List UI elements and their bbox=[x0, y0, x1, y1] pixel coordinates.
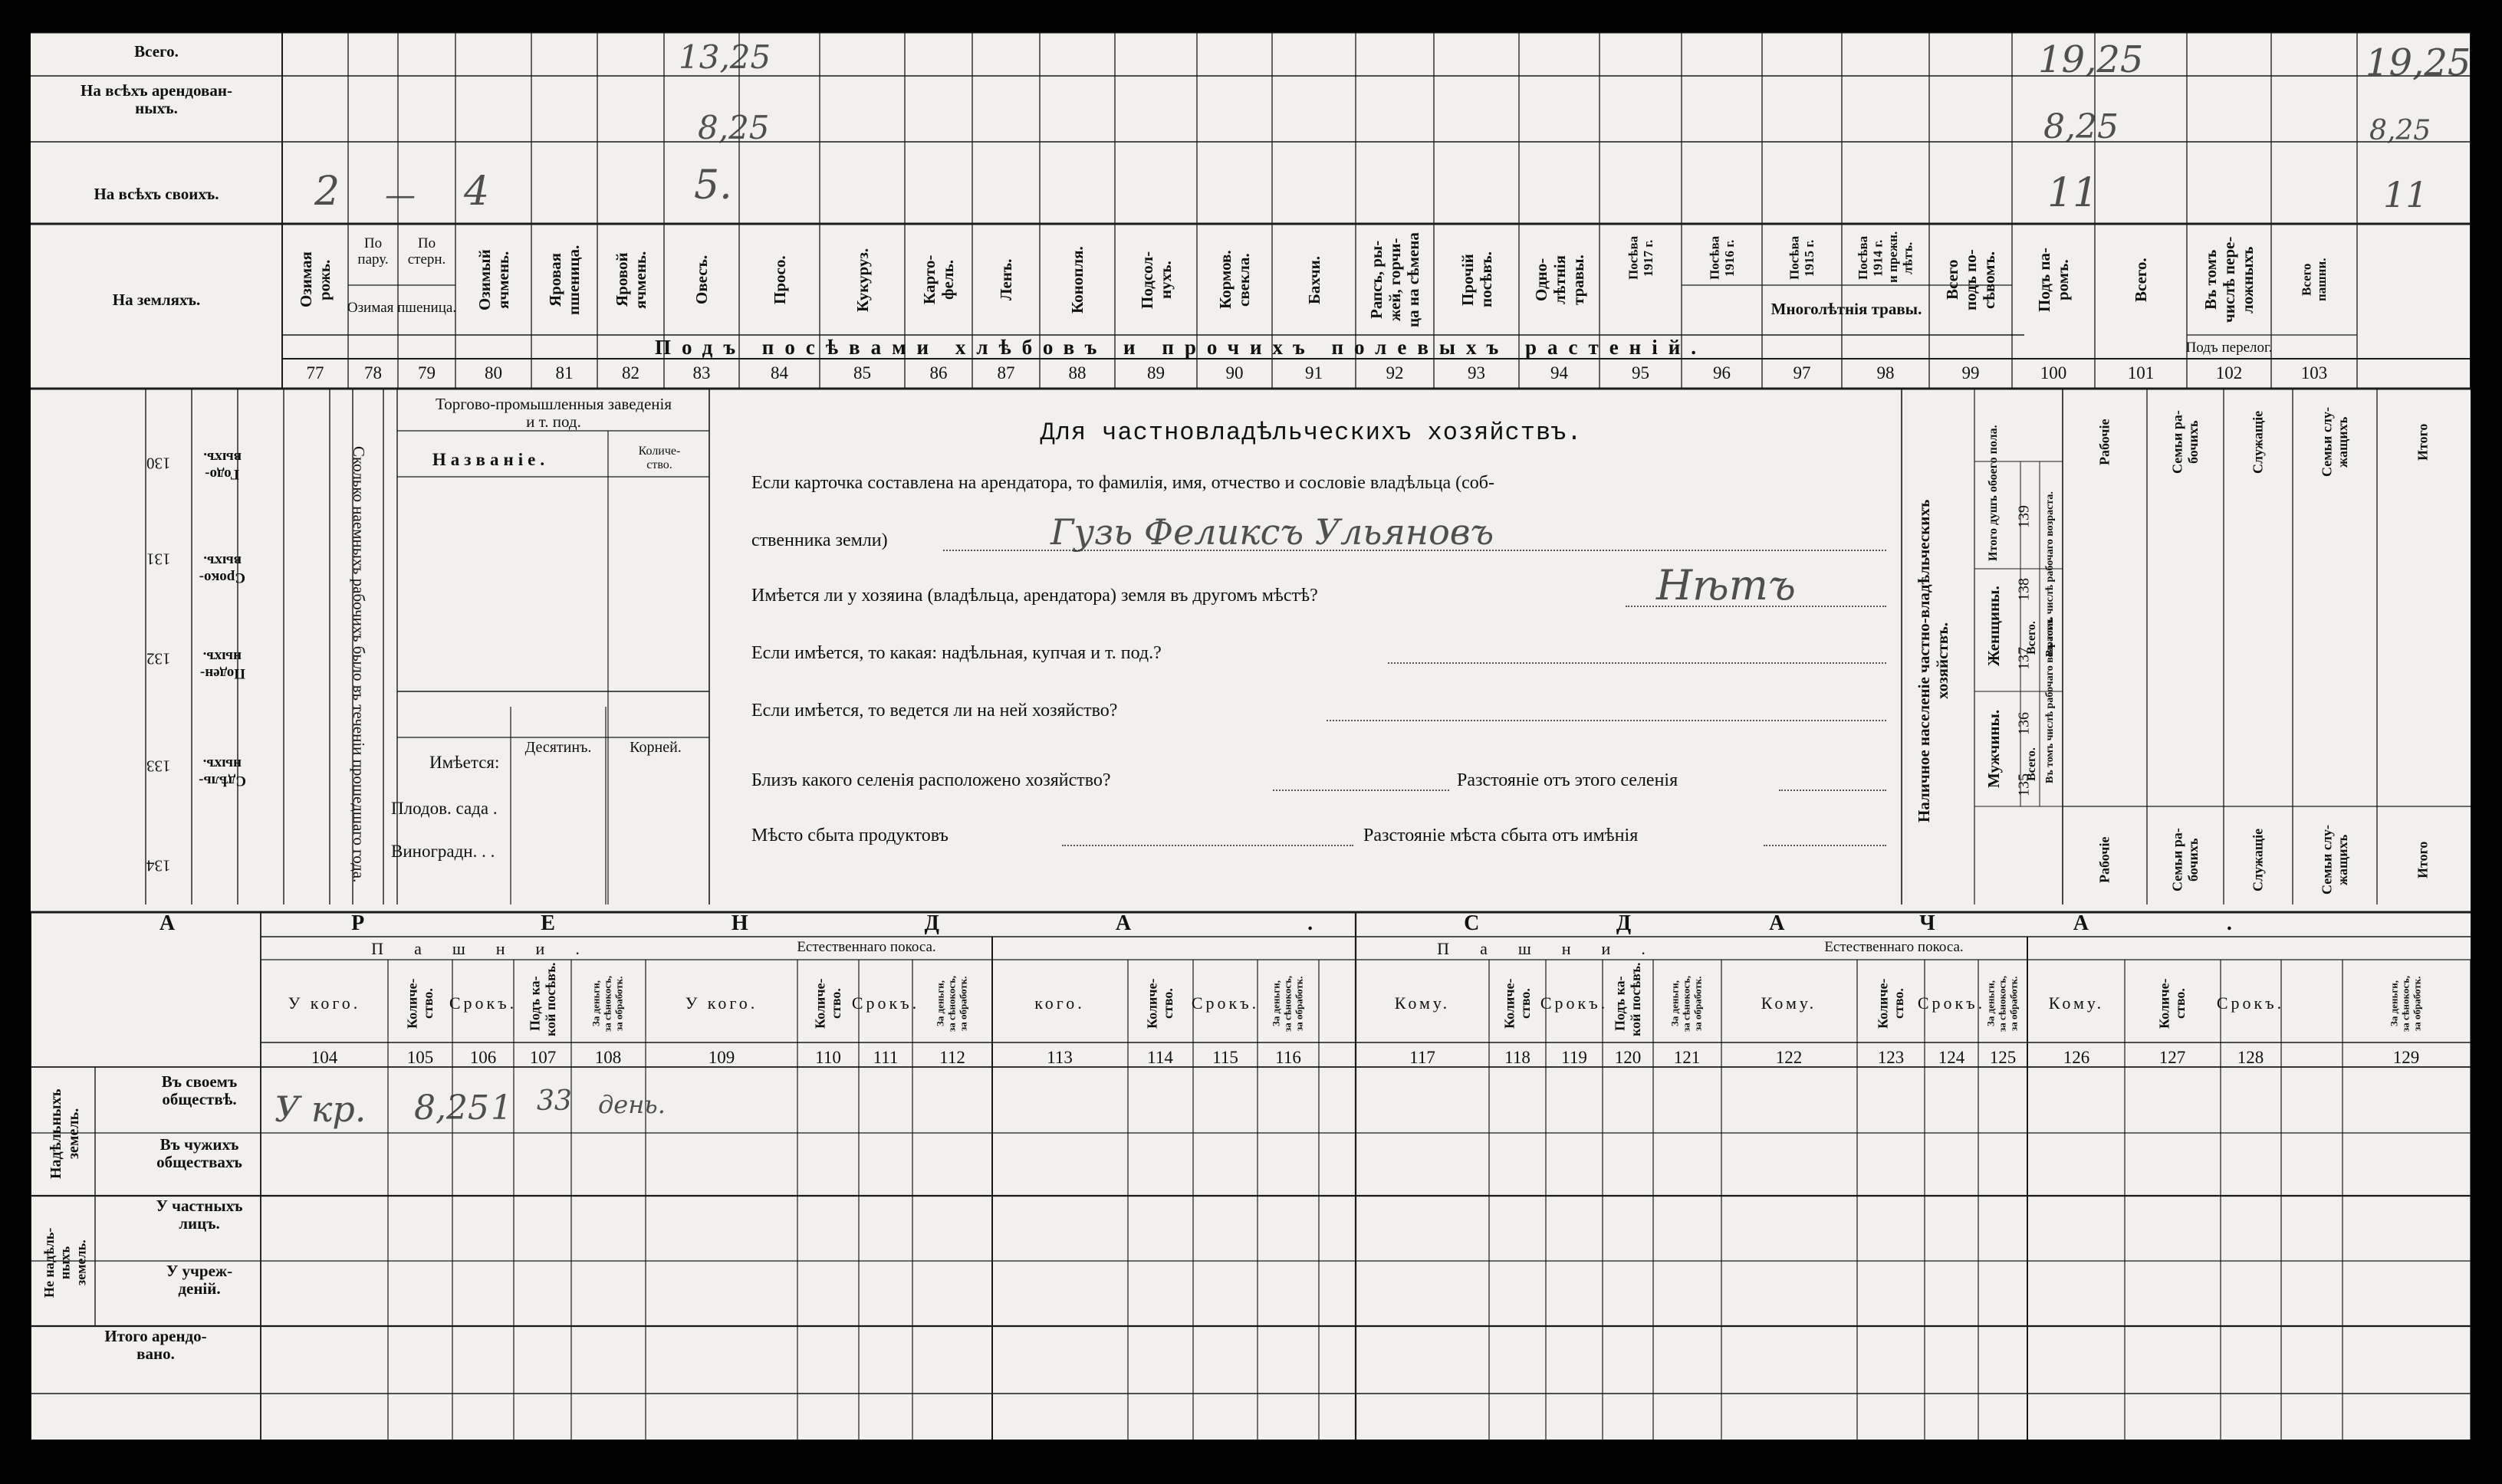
column-number: 112 bbox=[939, 1048, 965, 1067]
present-population-label: Наличное населенiе частно-владѣльческихъ хозяйствъ. bbox=[1915, 499, 1952, 822]
hw-own-99: 11 bbox=[2047, 170, 2099, 216]
column-number: 105 bbox=[406, 1048, 434, 1067]
column-number: 90 bbox=[1225, 363, 1244, 382]
column-number: 98 bbox=[1876, 363, 1895, 382]
orchard-label: Плодов. сада . bbox=[391, 799, 498, 818]
population-col-number: 137 bbox=[2015, 647, 2033, 671]
column-number: 95 bbox=[1632, 363, 1649, 382]
bottom-col-header: За деньги, за сѣнокосъ, за обработк. bbox=[590, 976, 625, 1032]
population-col-number: 139 bbox=[2015, 505, 2033, 529]
fallow-group-label: Подъ перелог. bbox=[2185, 340, 2273, 356]
question: Имѣется ли у хозяина (владѣльца, арендатора) земля въ другомъ мѣстѣ? bbox=[751, 586, 1318, 606]
worker-col-label: Сдѣль- ныхъ. bbox=[199, 756, 246, 789]
right-col-header: Служащiе bbox=[2250, 410, 2266, 474]
women-working: Въ томъ числѣ рабочаго возраста. bbox=[2043, 491, 2056, 657]
bottom-row-label: У частныхъ лицъ. bbox=[156, 1197, 243, 1233]
hw-total-103: 19,25 bbox=[2366, 41, 2471, 84]
column-number: 118 bbox=[1504, 1048, 1530, 1067]
crop-header: Посѣва 1915 г. bbox=[1787, 235, 1816, 281]
column-number: 85 bbox=[853, 363, 871, 382]
column-number: 102 bbox=[2215, 363, 2243, 382]
bottom-col-header: Срокъ. bbox=[1917, 993, 1986, 1013]
women-label: Женщины. bbox=[1984, 586, 2003, 667]
crop-header: Просо. bbox=[770, 255, 789, 304]
answer-line[interactable] bbox=[1764, 845, 1886, 846]
answer-line[interactable] bbox=[1273, 790, 1449, 791]
bottom-col-header: За деньги, за сѣнокосъ, за обработк. bbox=[1669, 976, 1704, 1032]
bottom-col-header: У кого. bbox=[288, 993, 361, 1013]
right-col-footer: Семьи ра- бочихъ bbox=[2169, 828, 2201, 892]
question: Мѣсто сбыта продуктовъ bbox=[751, 826, 949, 845]
column-number: 78 bbox=[364, 363, 382, 382]
perennial-group-label: Многолѣтнiя травы. bbox=[1770, 300, 1922, 318]
crop-header: Всего пашни. bbox=[2299, 258, 2329, 302]
column-number: 128 bbox=[2237, 1048, 2264, 1067]
right-col-header: Итого bbox=[2415, 423, 2431, 461]
korney-header: Корней. bbox=[630, 739, 682, 756]
trade-name-header: Названiе. bbox=[432, 450, 550, 469]
worker-col-label: Годо- выхъ. bbox=[203, 449, 242, 482]
crop-header: По стерн. bbox=[407, 235, 446, 268]
men-all: Всего. bbox=[2024, 747, 2038, 781]
crop-header: Бахчи. bbox=[1304, 255, 1323, 304]
trade-qty-header: Количе- ство. bbox=[638, 445, 681, 471]
column-number: 97 bbox=[1793, 363, 1811, 382]
crop-header: Посѣва 1916 г. bbox=[1706, 235, 1737, 281]
men-label: Мужчины. bbox=[1984, 709, 2003, 789]
column-number: 119 bbox=[1561, 1048, 1587, 1067]
bottom-col-header: Количе- ство. bbox=[2156, 978, 2188, 1029]
column-number: 124 bbox=[1938, 1048, 1965, 1067]
column-number: 87 bbox=[997, 363, 1015, 382]
right-col-footer: Служащiе bbox=[2250, 828, 2266, 892]
bottom-col-header: За деньги, за сѣнокосъ, за обработк. bbox=[1270, 976, 1305, 1032]
nadel-label: Надѣльныхъ земель. bbox=[48, 1088, 82, 1179]
column-number: 77 bbox=[306, 363, 324, 382]
hw-rent-term: 1 bbox=[491, 1088, 512, 1128]
column-number: 84 bbox=[771, 363, 788, 382]
column-number: 121 bbox=[1673, 1048, 1701, 1067]
arenda-banner: АРЕНДА. bbox=[159, 911, 1490, 935]
crop-header: Кормов. свекла. bbox=[1215, 250, 1253, 310]
column-number: 117 bbox=[1409, 1048, 1435, 1067]
column-number: 120 bbox=[1614, 1048, 1642, 1067]
crop-header: Ленъ. bbox=[996, 258, 1015, 301]
crop-header: Посѣва 1914 г. и прежн. лѣтъ. bbox=[1855, 231, 1915, 283]
hw-own-82: 5. bbox=[694, 163, 732, 208]
column-number: 126 bbox=[2063, 1048, 2090, 1067]
bottom-col-header: За деньги, за сѣнокосъ, за обработк. bbox=[934, 976, 969, 1032]
question: Близъ какого селенiя расположено хозяйство? bbox=[751, 770, 1111, 790]
column-number: 82 bbox=[622, 363, 639, 382]
hw-total-82: 13,25 bbox=[679, 38, 771, 76]
worker-col-number: 133 bbox=[146, 757, 171, 776]
population-col-number: 135 bbox=[2015, 773, 2033, 797]
column-number: 116 bbox=[1275, 1048, 1301, 1067]
bottom-row-label: Въ чужихъ обществахъ bbox=[156, 1135, 242, 1172]
bottom-col-header: кого. bbox=[1034, 993, 1085, 1013]
bottom-col-header: Срокъ. bbox=[2216, 993, 2285, 1013]
sdacha-pashni: Пашни. bbox=[1437, 939, 1676, 958]
question: Если имѣется, то какая: надѣльная, купчая и т. под.? bbox=[751, 643, 1162, 663]
bottom-row-label: Итого арендо- вано. bbox=[104, 1327, 207, 1364]
crop-header: Всего. bbox=[2131, 258, 2150, 302]
column-number: 81 bbox=[555, 363, 574, 382]
column-number: 104 bbox=[311, 1048, 338, 1067]
row-label-2: На всѣхъ своихъ. bbox=[94, 185, 219, 203]
answer-line[interactable] bbox=[1388, 662, 1886, 664]
column-number: 100 bbox=[2040, 363, 2067, 382]
population-total: Итого душъ обоего пола. bbox=[1986, 425, 2000, 561]
crop-header: По пару. bbox=[357, 235, 389, 268]
vineyard-label: Виноградн. . . bbox=[391, 842, 495, 861]
column-number: 92 bbox=[1386, 363, 1404, 382]
bottom-col-header: Подъ ка- кой посѣвъ. bbox=[527, 962, 558, 1036]
has-label: Имѣется: bbox=[429, 753, 500, 772]
crop-header: Озимая рожь. bbox=[296, 251, 334, 308]
right-col-footer: Рабочiе bbox=[2096, 836, 2112, 884]
wheat-group-label: Озимая пшеница. bbox=[347, 300, 457, 316]
desyatin-header: Десятинъ. bbox=[524, 739, 592, 756]
sdacha-pokos: Естественнаго покоса. bbox=[1824, 939, 1964, 955]
bottom-col-header: Кому. bbox=[2048, 993, 2105, 1013]
hw-rent-qty: 8,25 bbox=[414, 1088, 489, 1128]
right-col-header: Семьи слу- жащихъ bbox=[2319, 407, 2350, 478]
column-number: 109 bbox=[708, 1048, 735, 1067]
crop-header: Подсол- нухъ. bbox=[1137, 251, 1175, 309]
bottom-row-label: У учреж- денiй. bbox=[166, 1262, 233, 1298]
crop-header: Озимый ячмень. bbox=[475, 249, 512, 310]
column-number: 103 bbox=[2300, 363, 2328, 382]
bottom-col-header: Количе- ство. bbox=[1501, 978, 1533, 1029]
worker-col-number: 132 bbox=[146, 649, 171, 668]
crop-header: Яровой ячмень. bbox=[612, 251, 649, 309]
column-number: 88 bbox=[1068, 363, 1087, 382]
private-title: Для частновладѣльческихъ хозяйствъ. bbox=[1040, 419, 1583, 447]
bottom-col-header: Срокъ. bbox=[851, 993, 920, 1013]
column-number: 89 bbox=[1147, 363, 1165, 382]
hw-rent-size: 33 bbox=[537, 1085, 572, 1117]
answer-line[interactable] bbox=[1779, 790, 1886, 791]
column-number: 91 bbox=[1305, 363, 1323, 382]
column-number: 86 bbox=[929, 363, 948, 382]
right-col-footer: Итого bbox=[2415, 841, 2431, 879]
hw-own-79: 4 bbox=[464, 169, 490, 215]
hw-leased-82: 8,25 bbox=[698, 109, 770, 146]
hw-other-land: Нѣтъ bbox=[1656, 561, 1796, 609]
right-col-header: Семьи ра- бочихъ bbox=[2169, 410, 2201, 474]
column-number: 127 bbox=[2158, 1048, 2186, 1067]
sdacha-banner: СДАЧА. bbox=[1464, 911, 2370, 935]
column-number: 94 bbox=[1550, 363, 1568, 382]
question: Если карточка составлена на арендатора, то фамилiя, имя, отчество и сословiе владѣльца (соб- bbox=[751, 473, 1495, 493]
worker-col-number: 130 bbox=[146, 454, 171, 473]
crop-header: Яровая пшеница. bbox=[545, 245, 583, 315]
population-col-number: 136 bbox=[2015, 712, 2033, 736]
men-working: Въ томъ числѣ рабочаго возраста. bbox=[2043, 618, 2056, 783]
column-number: 79 bbox=[418, 363, 436, 382]
hired-workers-label: Сколько наемныхъ рабочихъ было въ теченiи прошедшаго года. bbox=[350, 446, 368, 883]
bottom-col-header: Кому. bbox=[1394, 993, 1451, 1013]
column-number: 99 bbox=[1961, 363, 1980, 382]
arenda-pashni: Пашни. bbox=[371, 939, 610, 958]
crop-header: Карто- фель. bbox=[919, 254, 957, 305]
question: Разстоянiе отъ этого селенiя bbox=[1457, 770, 1678, 790]
hw-rent-pay: день. bbox=[598, 1090, 666, 1119]
bottom-col-header: За деньги, за сѣнокосъ, за обработк. bbox=[1984, 976, 2020, 1032]
column-number: 123 bbox=[1877, 1048, 1905, 1067]
bottom-col-header: Количе- ство. bbox=[1875, 978, 1906, 1029]
crop-header: Въ томъ числѣ пере- ложныхъ bbox=[2201, 236, 2257, 323]
crop-header: Одно- лѣтнiя травы. bbox=[1531, 254, 1587, 305]
nenadel-label: Не надѣль- ныхъ земель. bbox=[41, 1227, 89, 1298]
population-col-number: 138 bbox=[2015, 578, 2033, 602]
bottom-row-label: Въ своемъ обществѣ. bbox=[161, 1072, 238, 1109]
hw-leased-103: 8,25 bbox=[2369, 115, 2431, 146]
hw-rent-who: У кр. bbox=[275, 1088, 367, 1130]
crops-banner: Подъ посѣвами хлѣбовъ и прочихъ полевыхъ растенiй. bbox=[654, 336, 1708, 359]
row-label-1: На всѣхъ арендован- ныхъ. bbox=[81, 81, 232, 118]
crop-header: Конопля. bbox=[1067, 246, 1087, 314]
question: ственника земли) bbox=[751, 530, 888, 550]
crop-header: Подъ па- ромъ. bbox=[2034, 248, 2072, 312]
answer-line[interactable] bbox=[1062, 845, 1353, 846]
crop-header: Прочiй посѣвъ. bbox=[1458, 251, 1495, 308]
crop-header: Рапсъ, ры- жей, горчи- ца на сѣмена bbox=[1366, 232, 1423, 327]
crop-header: Всего подъ по- сѣвомъ. bbox=[1942, 249, 1999, 310]
column-number: 93 bbox=[1468, 363, 1485, 382]
bottom-col-header: У кого. bbox=[685, 993, 758, 1013]
trade-title: Торгово-промышленныя заведенiя и т. под. bbox=[436, 395, 672, 432]
crop-header: Кукуруз. bbox=[853, 248, 872, 312]
hw-own-103: 11 bbox=[2383, 174, 2428, 215]
crop-header: Посѣва 1917 г. bbox=[1625, 235, 1655, 281]
bottom-col-header: Срокъ. bbox=[1191, 993, 1260, 1013]
hw-leased-99: 8,25 bbox=[2043, 107, 2119, 146]
column-number: 83 bbox=[692, 363, 711, 382]
column-number: 114 bbox=[1147, 1048, 1173, 1067]
column-number: 110 bbox=[815, 1048, 841, 1067]
bottom-col-header: Количе- ство. bbox=[1144, 978, 1175, 1029]
column-number: 129 bbox=[2392, 1048, 2420, 1067]
crop-header: Овесъ. bbox=[692, 254, 711, 305]
hw-total-99: 19,25 bbox=[2038, 38, 2144, 81]
column-number: 115 bbox=[1212, 1048, 1238, 1067]
bottom-col-header: Кому. bbox=[1761, 993, 1817, 1013]
right-col-footer: Семьи слу- жащихъ bbox=[2319, 825, 2350, 895]
column-number: 113 bbox=[1047, 1048, 1073, 1067]
bottom-col-header: Количе- ство. bbox=[404, 978, 436, 1029]
column-number: 106 bbox=[469, 1048, 497, 1067]
bottom-col-header: Количе- ство. bbox=[812, 978, 843, 1029]
column-number: 96 bbox=[1713, 363, 1731, 382]
bottom-col-header: За деньги, за сѣнокосъ, за обработк. bbox=[2388, 976, 2423, 1032]
answer-line[interactable] bbox=[1327, 720, 1886, 721]
worker-col-label: Сроко- выхъ. bbox=[199, 553, 246, 586]
bottom-col-header: Срокъ. bbox=[449, 993, 518, 1013]
column-number: 122 bbox=[1775, 1048, 1803, 1067]
census-card bbox=[31, 32, 2471, 1440]
bottom-col-header: Подъ ка- кой посѣвъ. bbox=[1612, 962, 1643, 1036]
worker-col-number: 134 bbox=[146, 856, 171, 875]
hw-owner-name: Гузь Феликсъ Ульяновъ bbox=[1050, 511, 1494, 553]
question: Если имѣется, то ведется ли на ней хозяйство? bbox=[751, 701, 1118, 721]
hw-own-78: — bbox=[385, 178, 416, 213]
column-number: 125 bbox=[1989, 1048, 2017, 1067]
column-number: 108 bbox=[594, 1048, 622, 1067]
row-label-land: На земляхъ. bbox=[112, 291, 201, 309]
right-col-header: Рабочiе bbox=[2096, 419, 2112, 466]
column-number: 107 bbox=[529, 1048, 557, 1067]
worker-col-number: 131 bbox=[146, 550, 171, 569]
column-number: 80 bbox=[485, 363, 502, 382]
column-number: 111 bbox=[873, 1048, 899, 1067]
column-number: 101 bbox=[2127, 363, 2155, 382]
question: Разстоянiе мѣста сбыта отъ имѣнiя bbox=[1363, 826, 1639, 845]
women-all: Всего. bbox=[2024, 621, 2038, 655]
bottom-col-header: Срокъ. bbox=[1540, 993, 1609, 1013]
arenda-pokos: Естественнаго покоса. bbox=[797, 939, 936, 955]
hw-own-77: 2 bbox=[314, 169, 340, 215]
row-label-0: Всего. bbox=[134, 42, 179, 61]
worker-col-label: Поден- ныхъ. bbox=[199, 648, 245, 681]
